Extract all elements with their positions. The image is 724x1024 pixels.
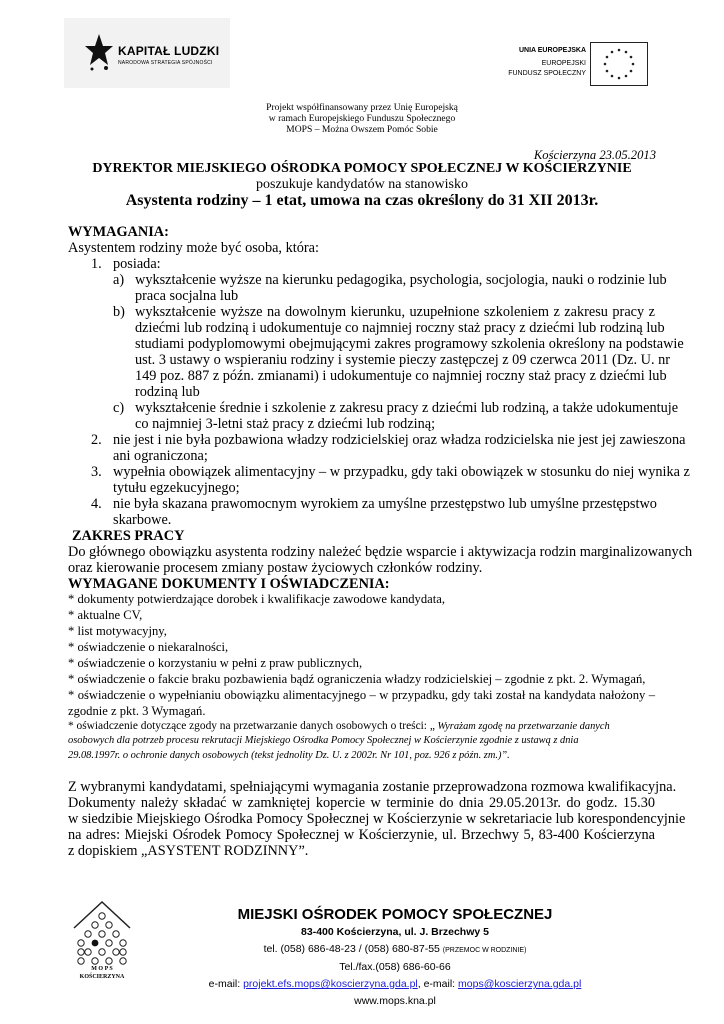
subitem-label: a) (113, 272, 125, 288)
closing-line: Dokumenty należy składać w zamkniętej kopercie w terminie do dnia 29.05.2013r. do godz. 15.30 (68, 795, 655, 811)
document-item: * oświadczenie o wypełnianiu obowiązku alimentacyjnego – w przypadku, gdy taki został na kandydata nałożony – (68, 688, 655, 702)
item-3-line: wypełnia obowiązek alimentacyjny – w przypadku, gdy taki obowiązek w stosunku do niej wynika z (113, 464, 690, 480)
subitem-b-line: 149 poz. 887 z późn. zmianami) i udokumentuje co najmniej roczny staż pracy z dziećmi lub (135, 368, 667, 384)
project-note (0, 102, 724, 135)
footer-phone-note: (PRZEMOC W RODZINIE) (442, 947, 527, 954)
eu-line-2: EUROPEJSKI (541, 60, 586, 67)
footer-address: 83-400 Kościerzyna, ul. J. Brzechwy 5 (301, 926, 489, 938)
closing-line: na adres: Miejski Ośrodek Pomocy Społecznej w Kościerzynie, ul. Brzechwy 5, 83-400 Kościerzyna (68, 827, 655, 843)
item-4-line: nie była skazana prawomocnym wyrokiem za umyślne przestępstwo lub umyślne przestępstwo (113, 496, 657, 512)
project-line: w ramach Europejskiego Funduszu Społecznego (268, 113, 456, 124)
consent-line-1 (68, 720, 655, 732)
subitem-b-line: wykształcenie wyższe na dowolnym kierunku, uzupełnione szkoleniem z zakresu pracy z (135, 304, 655, 320)
consent-prefix: * oświadczenie dotyczące zgody na przetwarzanie danych osobowych o treści: „ (68, 720, 435, 732)
subitem-b-line: dziećmi lub rodziną i udokumentuje co najmniej roczny staż pracy z dziećmi lub rodziną lub (135, 320, 665, 336)
consent-quote: osobowych dla potrzeb procesu rekrutacji Miejskiego Ośrodka Pomocy Społecznej w Kościerzynie zgodnie z ustawą z dnia (68, 735, 579, 746)
project-line: Projekt współfinansowany przez Unię Europejską (266, 102, 458, 113)
consent-quote: Wyrażam zgodę na przetwarzanie danych (434, 721, 610, 732)
item-number: 1. (91, 256, 102, 272)
subitem-c-line: co najmniej 3-letni staż pracy z dziećmi lub rodziną; (135, 416, 436, 432)
kapital-ludzki-title: KAPITAŁ LUDZKI (118, 44, 220, 58)
scope-line: oraz kierowanie procesem zmiany postaw życiowych członków rodziny. (68, 560, 483, 576)
email-link-projekt[interactable]: projekt.efs.mops@koscierzyna.gda.pl (243, 978, 418, 990)
footer-org-name: MIEJSKI OŚRODEK POMOCY SPOŁECZNEJ (237, 906, 553, 923)
kapital-ludzki-logo (64, 18, 230, 88)
position-title: Asystenta rodziny – 1 etat, umowa na czas określony do 31 XII 2013r. (125, 192, 599, 209)
subitem-b-line: studiami podyplomowymi obejmującymi zakres programowy szkolenia określony na podstawie (135, 336, 684, 352)
subitem-a-line: praca socjalna lub (135, 288, 239, 304)
kapital-ludzki-subtitle: NARODOWA STRATEGIA SPÓJNOŚCI (118, 60, 213, 66)
document-item: * oświadczenie o niekaralności, (68, 640, 229, 654)
eu-logo-block (488, 40, 648, 88)
subitem-c-line: wykształcenie średnie i szkolenie z zakresu pracy z dziećmi lub rodziną, a także udokumentuje (135, 400, 679, 416)
document-item: * dokumenty potwierdzające dorobek i kwalifikacje zawodowe kandydata, (68, 592, 445, 606)
item-2-line: nie jest i nie była pozbawiona władzy rodzicielskiej oraz władza rodzicielska nie jest jej zawieszona (113, 432, 686, 448)
closing-line: w siedzibie Miejskiego Ośrodka Pomocy Społecznej w Kościerzynie w sekretariacie lub korespondencyjnie (68, 811, 686, 827)
email-separator: , e-mail: (417, 978, 459, 990)
document-date: Kościerzyna 23.05.2013 (533, 148, 656, 162)
footer-fax: Tel./fax.(058) 686-60-66 (339, 961, 451, 973)
documents-heading: WYMAGANE DOKUMENTY I OŚWIADCZENIA: (68, 576, 390, 592)
closing-line: Z wybranymi kandydatami, spełniającymi wymagania zostanie przeprowadzona rozmowa kwalifikacyjna. (68, 779, 677, 795)
house-dots-icon (70, 898, 134, 968)
subitem-a-line: wykształcenie wyższe na kierunku pedagogika, psychologia, socjologia, nauki o rodzinie lub (135, 272, 667, 288)
item-4-line: skarbowe. (113, 512, 172, 528)
email-label: e-mail: (208, 978, 244, 990)
item-number: 4. (91, 496, 102, 512)
scope-heading: ZAKRES PRACY (72, 528, 185, 544)
requirements-heading: WYMAGANIA: (68, 224, 169, 240)
item-1-text: posiada: (113, 256, 161, 272)
item-3-line: tytułu egzekucyjnego; (113, 480, 240, 496)
requirements-intro: Asystentem rodziny może być osoba, która: (68, 240, 319, 256)
star-figure-icon (84, 32, 114, 72)
document-item: * list motywacyjny, (68, 624, 167, 638)
subitem-b-line: rodziną lub (135, 384, 200, 400)
subitem-label: c) (113, 400, 125, 416)
footer-website: www.mops.kna.pl (354, 995, 436, 1007)
document-item: zgodnie z pkt. 3 Wymagań. (68, 704, 206, 718)
eu-line-1: UNIA EUROPEJSKA (518, 47, 586, 54)
document-item: * oświadczenie o korzystaniu w pełni z praw publicznych, (68, 656, 363, 670)
scope-line: Do głównego obowiązku asystenta rodziny należeć będzie wsparcie i aktywizacja rodzin marginalizowanych (68, 544, 693, 560)
item-number: 2. (91, 432, 102, 448)
mops-logo-subtext: KOŚCIERZYNA (79, 974, 125, 980)
mops-logo-text: M O P S (91, 966, 113, 972)
closing-line: z dopiskiem „ASYSTENT RODZINNY”. (68, 843, 309, 859)
email-link-mops[interactable]: mops@koscierzyna.gda.pl (458, 978, 582, 990)
footer-phone (140, 943, 650, 955)
document-title: DYREKTOR MIEJSKIEGO OŚRODKA POMOCY SPOŁECZNEJ W KOŚCIERZYNIE (92, 161, 632, 176)
project-line: MOPS – Można Owszem Pomóc Sobie (286, 124, 438, 135)
document-item: * oświadczenie o fakcie braku pozbawienia bądź ograniczenia władzy rodzicielskiej – zgodnie z pkt. 2. Wymagań, (68, 672, 646, 686)
document-subtitle: poszukuje kandydatów na stanowisko (256, 177, 468, 192)
subitem-b-line: ust. 3 ustawy o wspieraniu rodziny i systemie pieczy zastępczej z 09 czerwca 2011 (Dz. U. nr (135, 352, 671, 368)
eu-line-3: FUNDUSZ SPOŁECZNY (508, 70, 586, 77)
footer-emails (140, 978, 650, 990)
item-2-line: ani ograniczona; (113, 448, 208, 464)
item-number: 3. (91, 464, 102, 480)
footer-phone-main: tel. (058) 686-48-23 / (058) 680-87-55 (263, 943, 443, 955)
subitem-label: b) (113, 304, 125, 320)
eu-flag-icon (590, 42, 648, 86)
document-item: * aktualne CV, (68, 608, 143, 622)
consent-quote: 29.08.1997r. o ochronie danych osobowych (tekst jednolity Dz. U. z 2002r. Nr 101, poz. 926 z późn. zm.)”. (68, 750, 510, 761)
mops-logo (70, 898, 134, 986)
